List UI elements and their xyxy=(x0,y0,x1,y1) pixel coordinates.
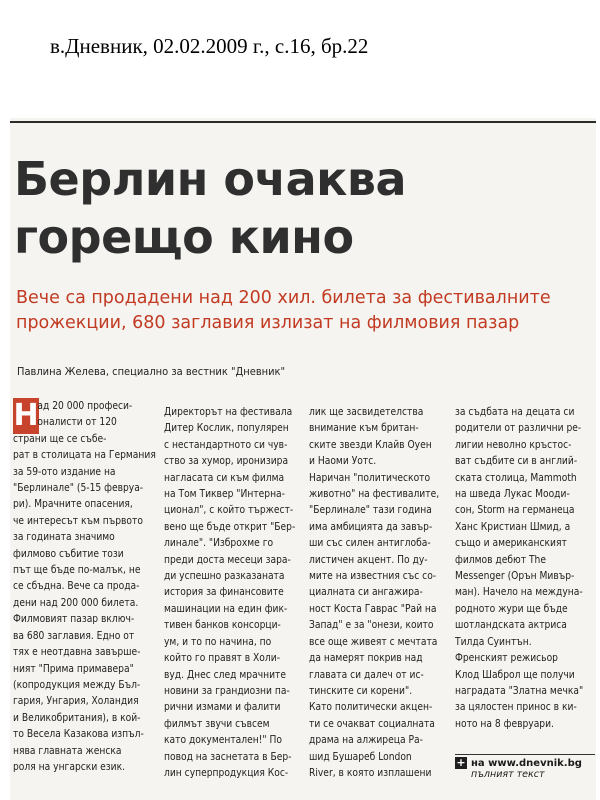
text-line: нагласата си към филма xyxy=(164,470,285,484)
text-column-1 xyxy=(13,398,156,775)
source-citation: в.Дневник, 02.02.2009 г., с.16, бр.22 xyxy=(50,34,369,58)
text-line: ти се очакват социалната xyxy=(309,716,435,730)
web-link-box xyxy=(455,752,595,780)
text-line: ди успешно разказаната xyxy=(164,569,285,583)
text-line: също и американският xyxy=(455,536,567,550)
text-line: лигии неволно кръстос- xyxy=(455,437,572,451)
text-line: нява главната женска xyxy=(13,743,122,757)
text-line: ши със силен антиглоба- xyxy=(309,536,431,550)
text-line: шотландската актриса xyxy=(455,618,567,632)
text-line: тинските си корени". xyxy=(309,683,413,697)
byline: Павлина Желева, специално за вестник "Дневник" xyxy=(17,365,286,378)
text-line: главата си далеч от ис- xyxy=(309,667,424,681)
text-line: Ханс Кристиан Шмид, а xyxy=(455,519,571,533)
text-column-2 xyxy=(164,404,295,781)
text-line: ските звезди Клайв Оуен xyxy=(309,437,432,451)
text-line: и Великобритания), в кой- xyxy=(13,710,141,724)
text-line: Messenger (Орън Мивър- xyxy=(455,569,575,583)
text-line: вуд. Днес след мрачните xyxy=(164,667,286,681)
text-line: ният "Прима примавера" xyxy=(13,661,134,675)
text-line: River, в която изплашени xyxy=(309,765,432,779)
text-line: Дитер Кослик, популярен xyxy=(164,421,289,435)
text-line: дени над 200 000 билета. xyxy=(13,595,139,609)
plus-icon: + xyxy=(456,756,466,769)
text-line: с нестандартното си чув- xyxy=(164,437,288,451)
text-line: родители от различни ре- xyxy=(455,421,582,435)
subheadline xyxy=(16,286,586,336)
text-line: ри). Мрачните опасения, xyxy=(13,497,133,511)
text-line: филмов дебют The xyxy=(455,552,546,566)
text-line: все още живеят с мечтата xyxy=(309,634,438,648)
text-line: рат в столицата на Германия xyxy=(13,448,156,462)
web-box-rule xyxy=(455,754,595,755)
text-line: ската столица, Mammoth xyxy=(455,470,577,484)
text-line: ство за хумор, иронизира xyxy=(164,454,289,468)
text-line: (копродукция между Бъл- xyxy=(13,677,141,691)
text-column-4 xyxy=(455,404,583,732)
text-line: ман). Начело на междуна- xyxy=(455,585,583,599)
text-line: оналисти от 120 xyxy=(37,415,117,429)
text-line: да намерят покрив над xyxy=(309,651,423,665)
text-line: тях е неотдавна завърше- xyxy=(13,645,141,659)
headline xyxy=(14,150,406,266)
text-line: на Том Тиквер "Интерна- xyxy=(164,487,285,501)
text-line: ност Коста Гаврас "Рай на xyxy=(309,601,437,615)
text-line: преди доста месеци зара- xyxy=(164,552,291,566)
text-line: наградата "Златна мечка" xyxy=(455,683,584,697)
web-link[interactable]: на www.dnevnik.bg xyxy=(471,757,582,769)
text-line: за 59-ото издание на xyxy=(13,464,116,478)
text-line: Запад" е за "онези, които xyxy=(309,618,434,632)
text-line: на шведа Лукас Мооди- xyxy=(455,487,570,501)
text-line: има амбицията да завър- xyxy=(309,519,433,533)
text-line: Като политически акцен- xyxy=(309,700,433,714)
subheadline-line: Вече са продадени над 200 хил. билета за фестивалните xyxy=(16,288,551,308)
text-line: машинации на един фик- xyxy=(164,601,288,615)
text-line: сон, Storm на германеца xyxy=(455,503,575,517)
web-link-note: пълният текст xyxy=(471,769,545,780)
text-line: Наричан "политическото xyxy=(309,470,431,484)
text-line: като документален!" По xyxy=(164,733,282,747)
top-rule xyxy=(10,121,596,123)
drop-cap: Н xyxy=(13,398,39,433)
text-line: новини за грандиозни па- xyxy=(164,683,290,697)
text-line: ум, и то по начина, по xyxy=(164,634,272,648)
text-line: то Весела Казакова изпъл- xyxy=(13,727,144,741)
text-line: ното на 8 февруари. xyxy=(455,716,554,730)
text-line: Директорът на фестивала xyxy=(164,405,293,418)
text-line: ва 680 заглавия. Едно от xyxy=(13,628,135,642)
text-line: внимание към британ- xyxy=(309,421,419,435)
text-line: лин суперпродукция Кос- xyxy=(164,765,289,779)
text-line: път ще бъде по-малък, не xyxy=(13,563,141,577)
text-line: циалната си ангажира- xyxy=(309,585,423,599)
text-line: шид Бушареб London xyxy=(309,749,412,763)
text-line: история за финансовите xyxy=(164,585,284,599)
text-column-3 xyxy=(309,404,439,781)
text-line: ционал", с който тържест- xyxy=(164,503,294,517)
text-line: за цялостен принос в ки- xyxy=(455,700,577,714)
text-line: филмово събитие този xyxy=(13,546,124,560)
text-line: който го правят в Холи- xyxy=(164,651,280,665)
text-line: страни ще се събе- xyxy=(13,431,107,445)
subheadline-line: прожекции, 680 заглавия излизат на филмовия пазар xyxy=(16,313,520,333)
text-line: листичен акцент. По ду- xyxy=(309,552,428,566)
text-line: за съдбата на децата си xyxy=(455,405,575,418)
text-line: рични измами и фалити xyxy=(164,700,281,714)
text-line: се сбъдна. Вече са прода- xyxy=(13,579,140,593)
text-line: драма на алжиреца Ра- xyxy=(309,733,423,747)
text-line: тивен банков консорци- xyxy=(164,618,281,632)
text-line: филмът звучи съвсем xyxy=(164,716,270,730)
text-line: "Берлинале" (5-15 февруа- xyxy=(13,481,144,495)
text-line: роля на унгарски език. xyxy=(13,759,126,773)
text-line: линале". "Изброхме го xyxy=(164,536,274,550)
text-line: Френският режисьор xyxy=(455,651,558,665)
text-line: ват съдбите си в англий- xyxy=(455,454,578,468)
headline-line: горещо кино xyxy=(14,210,354,264)
text-line: вено ще бъде открит "Бер- xyxy=(164,519,296,533)
headline-line: Берлин очаква xyxy=(14,152,407,206)
text-line: гария, Унгария, Холандия xyxy=(13,694,139,708)
text-line: Филмовият пазар включ- xyxy=(13,612,135,626)
text-line: "Берлинале" тази година xyxy=(309,503,432,517)
text-line: ад 20 000 професи- xyxy=(37,399,133,412)
text-line: Тилда Суинтън. xyxy=(455,634,532,648)
text-line: че интересът към първото xyxy=(13,513,143,527)
text-line: Клод Шаброл ще получи xyxy=(455,667,575,681)
text-line: за годината значимо xyxy=(13,530,115,544)
text-line: родното жури ще бъде xyxy=(455,601,568,615)
text-line: лик ще засвидетелства xyxy=(309,405,424,418)
text-line: и Наоми Уотс. xyxy=(309,454,377,468)
text-line: мите на известния със со- xyxy=(309,569,437,583)
text-line: повод на заснетата в Бер- xyxy=(164,749,292,763)
text-line: животно" на фестивалите, xyxy=(309,487,440,501)
